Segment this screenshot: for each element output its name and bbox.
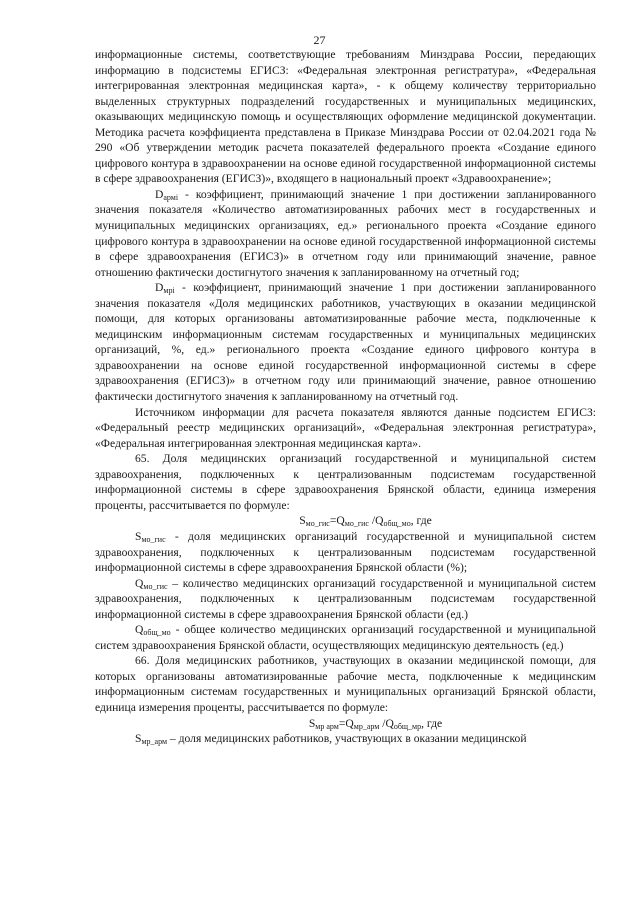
paragraph-d-arm-text: - коэффициент, принимающий значение 1 при достижении запланированного значения показателя «Количество автоматизированных рабочих мест в государственных и муниципальных медицинских организациях, ед.» регионального проекта «Создание единого цифрового контура в здравоохранении на основе единой государственной информационной системы в сфере здравоохранения (ЕГИСЗ)» в отчетном году или принимающий значение, равное отношению фактически достигнутого значения к запланированному на отчетный год; — [95, 187, 596, 279]
definition-s-mr-arm-text: – доля медицинских работников, участвующих в оказании медицинской — [167, 732, 527, 746]
definition-q-mo-gis — [95, 576, 596, 623]
definition-q-mo-gis-text: – количество медицинских организаций государственной и муниципальной систем здравоохранения, подключенных к централизованным подсистемам государственной информационной системы в сфере здравоохранения Брянской области (ед.) — [95, 576, 596, 621]
formula-65-q: =Q — [329, 514, 345, 528]
formula-65-s: S — [299, 514, 306, 528]
paragraph-d-mr-text: - коэффициент, принимающий значение 1 при достижении запланированного значения показателя «Доля медицинских работников, участвующих в оказании медицинской помощи, для которых организованы автоматизированные рабочие места, подключенные к медицинским информационным системам государственных и муниципальных медицинских организаций, %, ед.» регионального проекта «Создание единого цифрового контура в здравоохранении на основе единой государственной информационной системы в сфере здравоохранения (ЕГИСЗ)» в отчетном году или принимающий значение, равное отношению фактически достигнутого значения к запланированному на отчетный год. — [95, 281, 596, 404]
formula-66-q: =Q — [338, 716, 354, 730]
paragraph-method: информационные системы, соответствующие требованиям Минздрава России, передающих информацию в подсистемы ЕГИСЗ: «Федеральная электронная регистратура», «Федеральная интегрированная электронная медицинская карта», - к общему количеству территориально выделенных структурных подразделений государственных и муниципальных медицинских, оказывающих медицинскую помощь и осуществляющих оформление медицинской документации. Методика расчета коэффициента представлена в Приказе Минздрава России от 02.04.2021 года № 290 «Об утверждении методик расчета показателей федерального проекта «Создание единого цифрового контура в здравоохранении на основе единой государственной информационной системы в сфере здравоохранения (ЕГИСЗ)», входящего в национальный проект «Здравоохранение»; — [95, 48, 596, 186]
definition-q-mo-gis-symbol: Q — [135, 576, 144, 590]
definition-q-mo-gis-sub: мо_гис — [143, 581, 168, 591]
definition-s-mr-arm-sub: мр_арм — [141, 737, 168, 747]
paragraph-d-arm — [95, 187, 596, 280]
formula-65 — [95, 513, 596, 529]
definition-s-mo-gis — [95, 529, 596, 576]
formula-66 — [95, 716, 596, 732]
definition-s-mr-arm — [95, 731, 596, 747]
definition-q-total-mo-symbol: Q — [135, 623, 144, 637]
symbol-d-mr: D — [155, 281, 164, 295]
symbol-d-mr-subscript: мрi — [163, 286, 175, 296]
formula-66-qtotal-sub: общ_мр — [393, 721, 422, 731]
formula-66-s-sub: мр арм — [315, 721, 339, 731]
formula-65-qtotal: /Q — [368, 514, 384, 528]
symbol-d-arm-subscript: армi — [163, 192, 179, 202]
definition-s-mo-gis-symbol: S — [135, 529, 142, 543]
document-body — [95, 47, 596, 747]
paragraph-item-65: 65. Доля медицинских организаций государственной и муниципальной систем здравоохранения, подключенных к централизованным подсистемам государственной информационной системы в сфере здравоохранения Брянской области, единица измерения проценты, рассчитывается по формуле: — [95, 452, 596, 512]
paragraph-item-66: 66. Доля медицинских работников, участвующих в оказании медицинской помощи, для которых организованы автоматизированные рабочие места, подключенные к медицинским информационным системам государственных и муниципальных организаций Брянской области, единица измерения проценты, рассчитывается по формуле: — [95, 654, 596, 714]
formula-66-where: , где — [421, 716, 443, 730]
page-number: 27 — [313, 33, 326, 47]
definition-s-mo-gis-text: - доля медицинских организаций государственной и муниципальной систем здравоохранения, подключенных к централизованным подсистемам государственной информационной системы в сфере здравоохранения Брянской области (%); — [95, 529, 596, 575]
definition-s-mo-gis-sub: мо_гис — [141, 534, 166, 544]
definition-q-total-mo-sub: общ_мо — [143, 628, 171, 638]
formula-66-q-sub: мр_арм — [353, 721, 380, 731]
formula-65-where: , где — [410, 514, 432, 528]
formula-65-qtotal-sub: общ_мо — [383, 519, 411, 529]
symbol-d-arm: D — [155, 187, 164, 201]
formula-66-qtotal: /Q — [379, 716, 394, 730]
formula-65-s-sub: мо_гис — [305, 519, 330, 529]
definition-s-mr-arm-symbol: S — [135, 732, 142, 746]
definition-q-total-mo — [95, 622, 596, 653]
formula-66-s: S — [308, 716, 316, 730]
paragraph-d-mr — [95, 280, 596, 404]
paragraph-info-source: Источником информации для расчета показателя являются данные подсистем ЕГИСЗ: «Федеральный реестр медицинских организаций», «Федеральная электронная регистратура», «Федеральная интегрированная электронная медицинская карта». — [95, 405, 596, 450]
definition-q-total-mo-text: - общее количество медицинских организаций государственной и муниципальной систем здравоохранения Брянской области, осуществляющих медицинскую деятельность (ед.) — [95, 623, 596, 652]
formula-65-q-sub: мо_гис — [344, 519, 369, 529]
